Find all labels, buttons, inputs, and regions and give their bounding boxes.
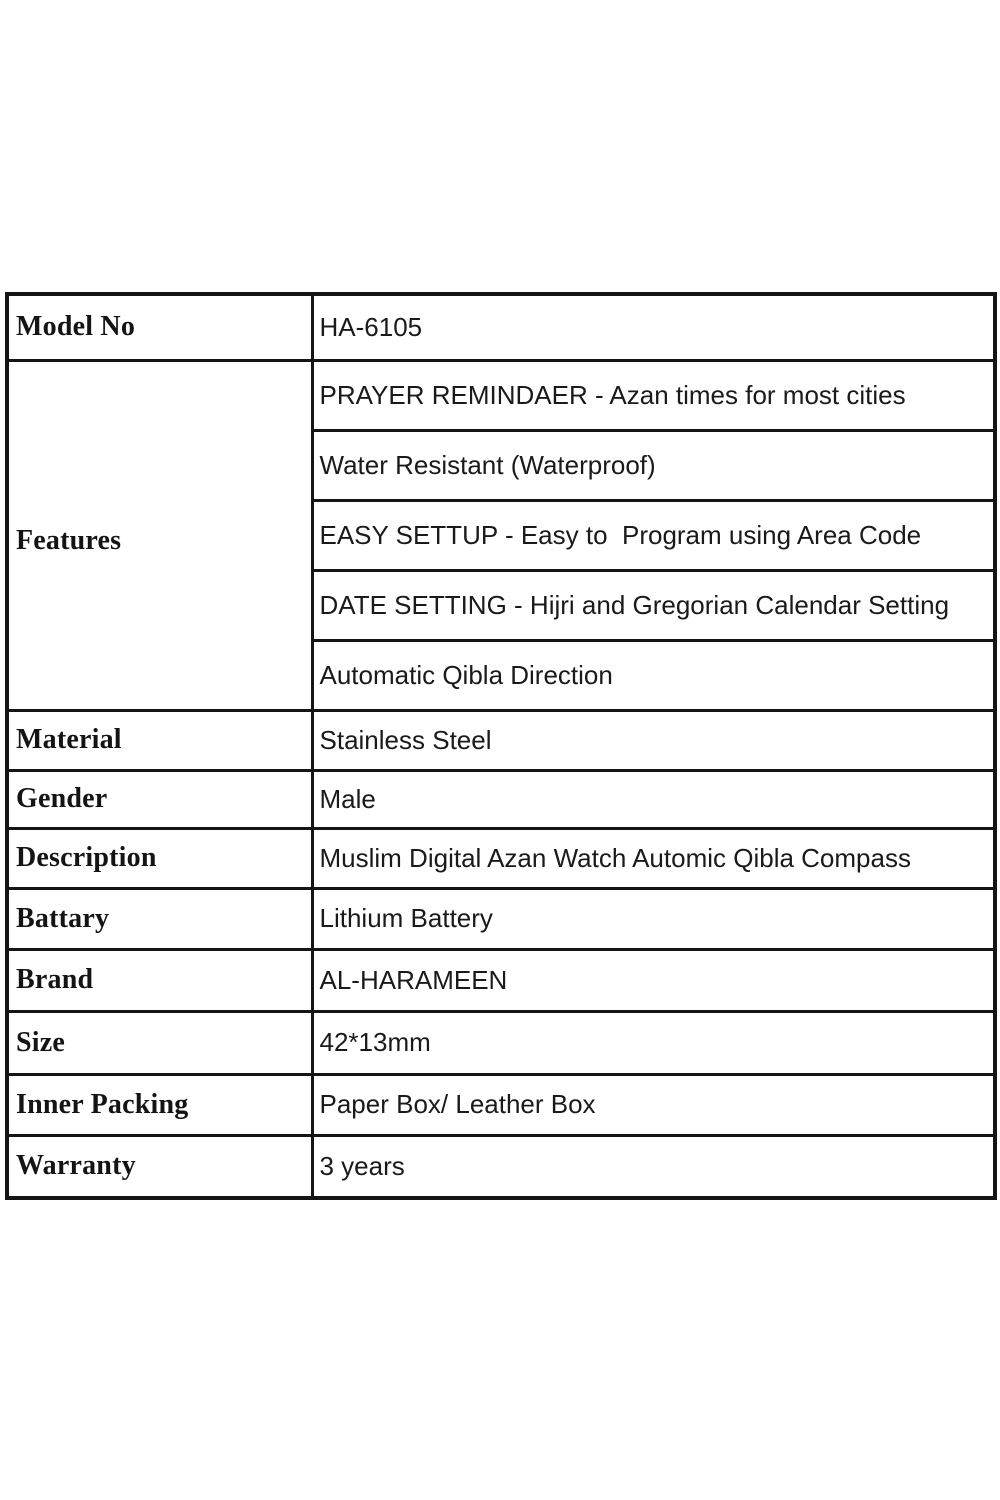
- product-spec-table: [5, 292, 997, 1200]
- spec-label-brand: Brand: [7, 949, 312, 1011]
- spec-value-battery: Lithium Battery: [312, 888, 995, 949]
- feature-item-prayer-reminder: PRAYER REMINDAER - Azan times for most cities: [312, 360, 995, 430]
- spec-value-inner-packing: Paper Box/ Leather Box: [312, 1074, 995, 1135]
- spec-label-model-no: Model No: [7, 294, 312, 360]
- feature-item-easy-setup: EASY SETTUP - Easy to Program using Area Code: [312, 500, 995, 570]
- table-row-brand: [7, 949, 995, 1011]
- feature-item-water-resistant: Water Resistant (Waterproof): [312, 430, 995, 500]
- spec-value-warranty: 3 years: [312, 1135, 995, 1198]
- table-row-material: [7, 710, 995, 770]
- table-row-gender: [7, 770, 995, 828]
- table-row-features-1: [7, 360, 995, 430]
- feature-item-date-setting: DATE SETTING - Hijri and Gregorian Calendar Setting: [312, 570, 995, 640]
- spec-label-inner-packing: Inner Packing: [7, 1074, 312, 1135]
- spec-value-model-no: HA-6105: [312, 294, 995, 360]
- spec-label-description: Description: [7, 828, 312, 888]
- feature-item-qibla-direction: Automatic Qibla Direction: [312, 640, 995, 710]
- spec-label-material: Material: [7, 710, 312, 770]
- spec-value-gender: Male: [312, 770, 995, 828]
- spec-value-brand: AL-HARAMEEN: [312, 949, 995, 1011]
- table-row-size: [7, 1011, 995, 1074]
- table-row-battery: [7, 888, 995, 949]
- table-row-inner-packing: [7, 1074, 995, 1135]
- spec-value-size: 42*13mm: [312, 1011, 995, 1074]
- spec-value-material: Stainless Steel: [312, 710, 995, 770]
- spec-label-features: Features: [7, 360, 312, 710]
- spec-label-gender: Gender: [7, 770, 312, 828]
- spec-label-battery: Battary: [7, 888, 312, 949]
- table-row-model-no: [7, 294, 995, 360]
- spec-value-description: Muslim Digital Azan Watch Automic Qibla Compass: [312, 828, 995, 888]
- table-row-warranty: [7, 1135, 995, 1198]
- spec-label-size: Size: [7, 1011, 312, 1074]
- table-row-description: [7, 828, 995, 888]
- spec-label-warranty: Warranty: [7, 1135, 312, 1198]
